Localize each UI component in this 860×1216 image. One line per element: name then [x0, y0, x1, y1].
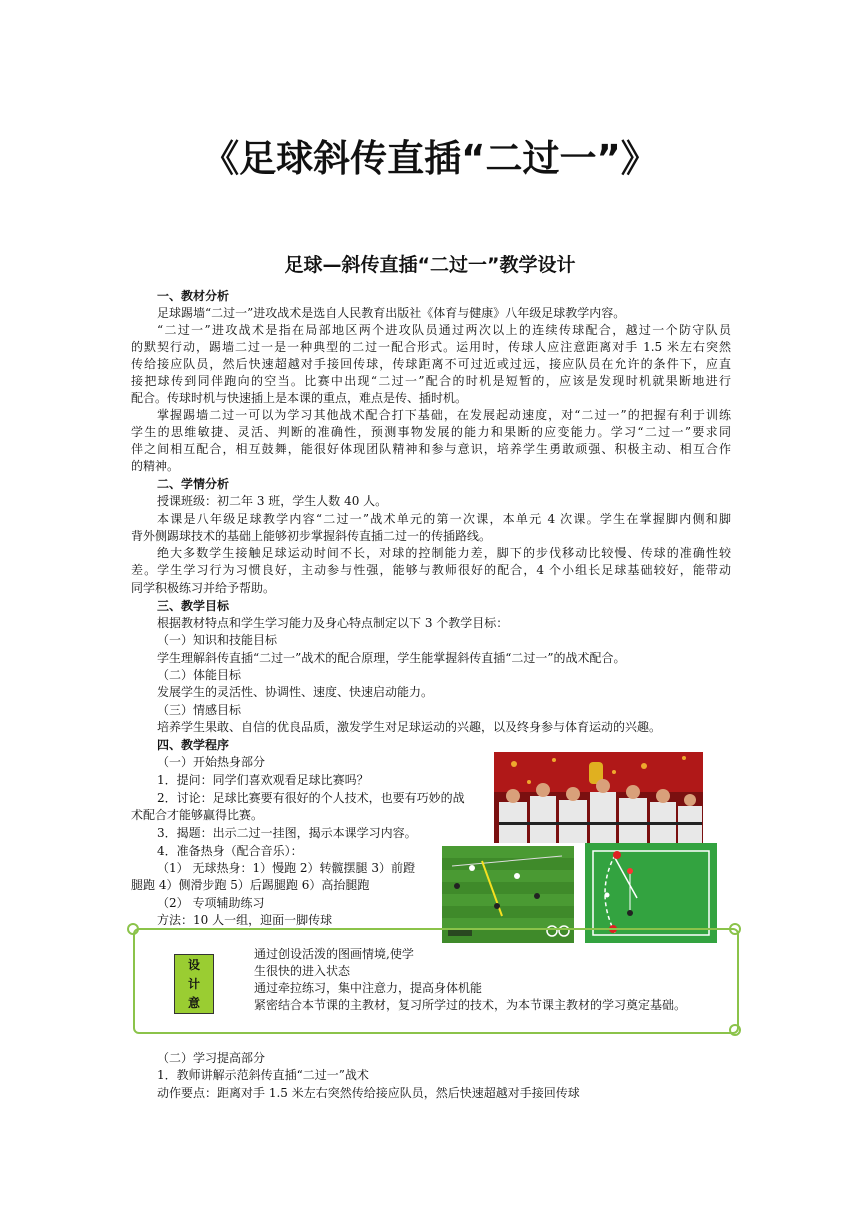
- text-line: 3．揭题：出示二过一挂图，揭示本课学习内容。: [157, 826, 417, 840]
- text-line: 差。学生学习行为习惯良好，主动参与性强，能够与教师很好的配合，4 个小组长足球基础较好，能带动: [131, 563, 731, 577]
- scroll-curl-icon: [729, 1024, 741, 1036]
- text-line: （一）开始热身部分: [157, 755, 266, 769]
- text-line: 2．讨论：足球比赛要有很好的个人技术，也要有巧妙的战: [157, 791, 465, 805]
- section-heading-3: 三、教学目标: [157, 599, 230, 613]
- scroll-curl-icon: [127, 923, 139, 935]
- text-line: 发展学生的灵活性、协调性、速度、快速启动能力。: [157, 685, 434, 699]
- text-line: 掌握踢墙二过一可以为学习其他战术配合打下基础，在发展起动速度，对“二过一”的把握有利于训练: [157, 408, 731, 422]
- text-line: 授课班级：初二年 3 班，学生人数 40 人。: [157, 494, 388, 508]
- text-line: 腿跑 4）侧滑步跑 5）后踢腿跑 6）高抬腿跑: [131, 878, 370, 892]
- section-heading-2: 二、学情分析: [157, 477, 230, 491]
- text-line: 学生理解斜传直插“二过一”战术的配合原理，学生能掌握斜传直插“二过一”的战术配合。: [157, 651, 626, 665]
- text-line: 方法：10 人一组，迎面一脚传球: [157, 913, 333, 927]
- section-heading-4: 四、教学程序: [157, 738, 230, 752]
- text-line: 传给接应队员，然后快速超越对手接回传球，传球距离不可过近或过远，接应队员在允许的条件下，应直: [131, 357, 731, 371]
- text-line: 接把球传到同伴跑向的空当。比赛中出现“二过一”配合的时机是短暂的，应该是发现时机就果断地进行: [131, 374, 731, 388]
- text-line: 配合。传球时机与快速插上是本课的重点，难点是传、插时机。: [131, 391, 468, 405]
- text-line: 伴之间相互配合，相互鼓舞，能很好体现团队精神和参与意识，培养学生勇敢顽强、积极主动、相互合作: [131, 442, 731, 456]
- text-line: （1） 无球热身：1）慢跑 2）转髋摆腿 3）前蹬: [157, 861, 415, 875]
- text-line: 本课是八年级足球教学内容“二过一”战术单元的第一次课，本单元 4 次课。学生在掌握脚内侧和脚: [157, 512, 731, 526]
- section-heading-1: 一、教材分析: [157, 289, 230, 303]
- text-line: （二）学习提高部分: [157, 1051, 266, 1065]
- text-line: 背外侧踢球技术的基础上能够初步掌握斜传直插二过一的传插路线。: [131, 529, 492, 543]
- design-text-line: 紧密结合本节课的主教材，复习所学过的技术，为本节课主教材的学习奠定基础。: [254, 998, 687, 1012]
- design-text-line: 生很快的进入状态: [254, 964, 351, 978]
- document-subtitle: 足球—斜传直插“二过一”教学设计: [284, 254, 576, 276]
- document-title: 《足球斜传直插“二过一”》: [202, 137, 658, 180]
- label-char: 意: [187, 996, 200, 1010]
- text-line: 绝大多数学生接触足球运动时间不长，对球的控制能力差，脚下的步伐移动比较慢、传球的准确性较: [157, 546, 731, 560]
- design-intent-label: [174, 954, 214, 1014]
- text-line: 同学积极练习并给予帮助。: [131, 581, 276, 595]
- text-line: （一）知识和技能目标: [157, 633, 278, 647]
- text-line: 学生的思维敏捷、灵活、判断的准确性，预测事物发展的能力和果断的应变能力。学习“二过一”要求同: [131, 425, 731, 439]
- label-char: 设: [187, 958, 200, 972]
- text-line: （三）情感目标: [157, 703, 242, 717]
- text-line: 培养学生果敢、自信的优良品质，激发学生对足球运动的兴趣，以及终身参与体育运动的兴趣。: [157, 720, 662, 734]
- scroll-curl-icon: [729, 923, 741, 935]
- text-line: 动作要点：距离对手 1.5 米左右突然传给接应队员，然后快速超越对手接回传球: [157, 1086, 580, 1100]
- text-line: 足球踢墙“二过一”进攻战术是选自人民教育出版社《体育与健康》八年级足球教学内容。: [157, 306, 626, 320]
- design-text-line: 通过牵拉练习，集中注意力，提高身体机能: [254, 981, 483, 995]
- label-char: 计: [187, 977, 200, 991]
- text-line: “二过一”进攻战术是指在局部地区两个进攻队员通过两次以上的连续传球配合，越过一个防守队员: [157, 323, 731, 337]
- text-line: 1．教师讲解示范斜传直插“二过一”战术: [157, 1068, 369, 1082]
- text-line: 根据教材特点和学生学习能力及身心特点制定以下 3 个教学目标：: [157, 616, 509, 630]
- text-line: 术配合才能够赢得比赛。: [131, 808, 264, 822]
- design-text-line: 通过创设活泼的图画情境,使学: [254, 947, 414, 961]
- text-line: （二）体能目标: [157, 668, 242, 682]
- text-line: 的精神。: [131, 459, 180, 473]
- text-line: 的默契行动，踢墙二过一是一种典型的二过一配合形式。运用时，传球人应注意距离对手 1.5 米左右突然: [131, 340, 731, 354]
- text-line: （2） 专项辅助练习: [157, 896, 265, 910]
- text-line: 1．提问：同学们喜欢观看足球比赛吗？: [157, 773, 369, 787]
- text-line: 4．准备热身（配合音乐）：: [157, 844, 303, 858]
- celebration-photo: [494, 752, 703, 843]
